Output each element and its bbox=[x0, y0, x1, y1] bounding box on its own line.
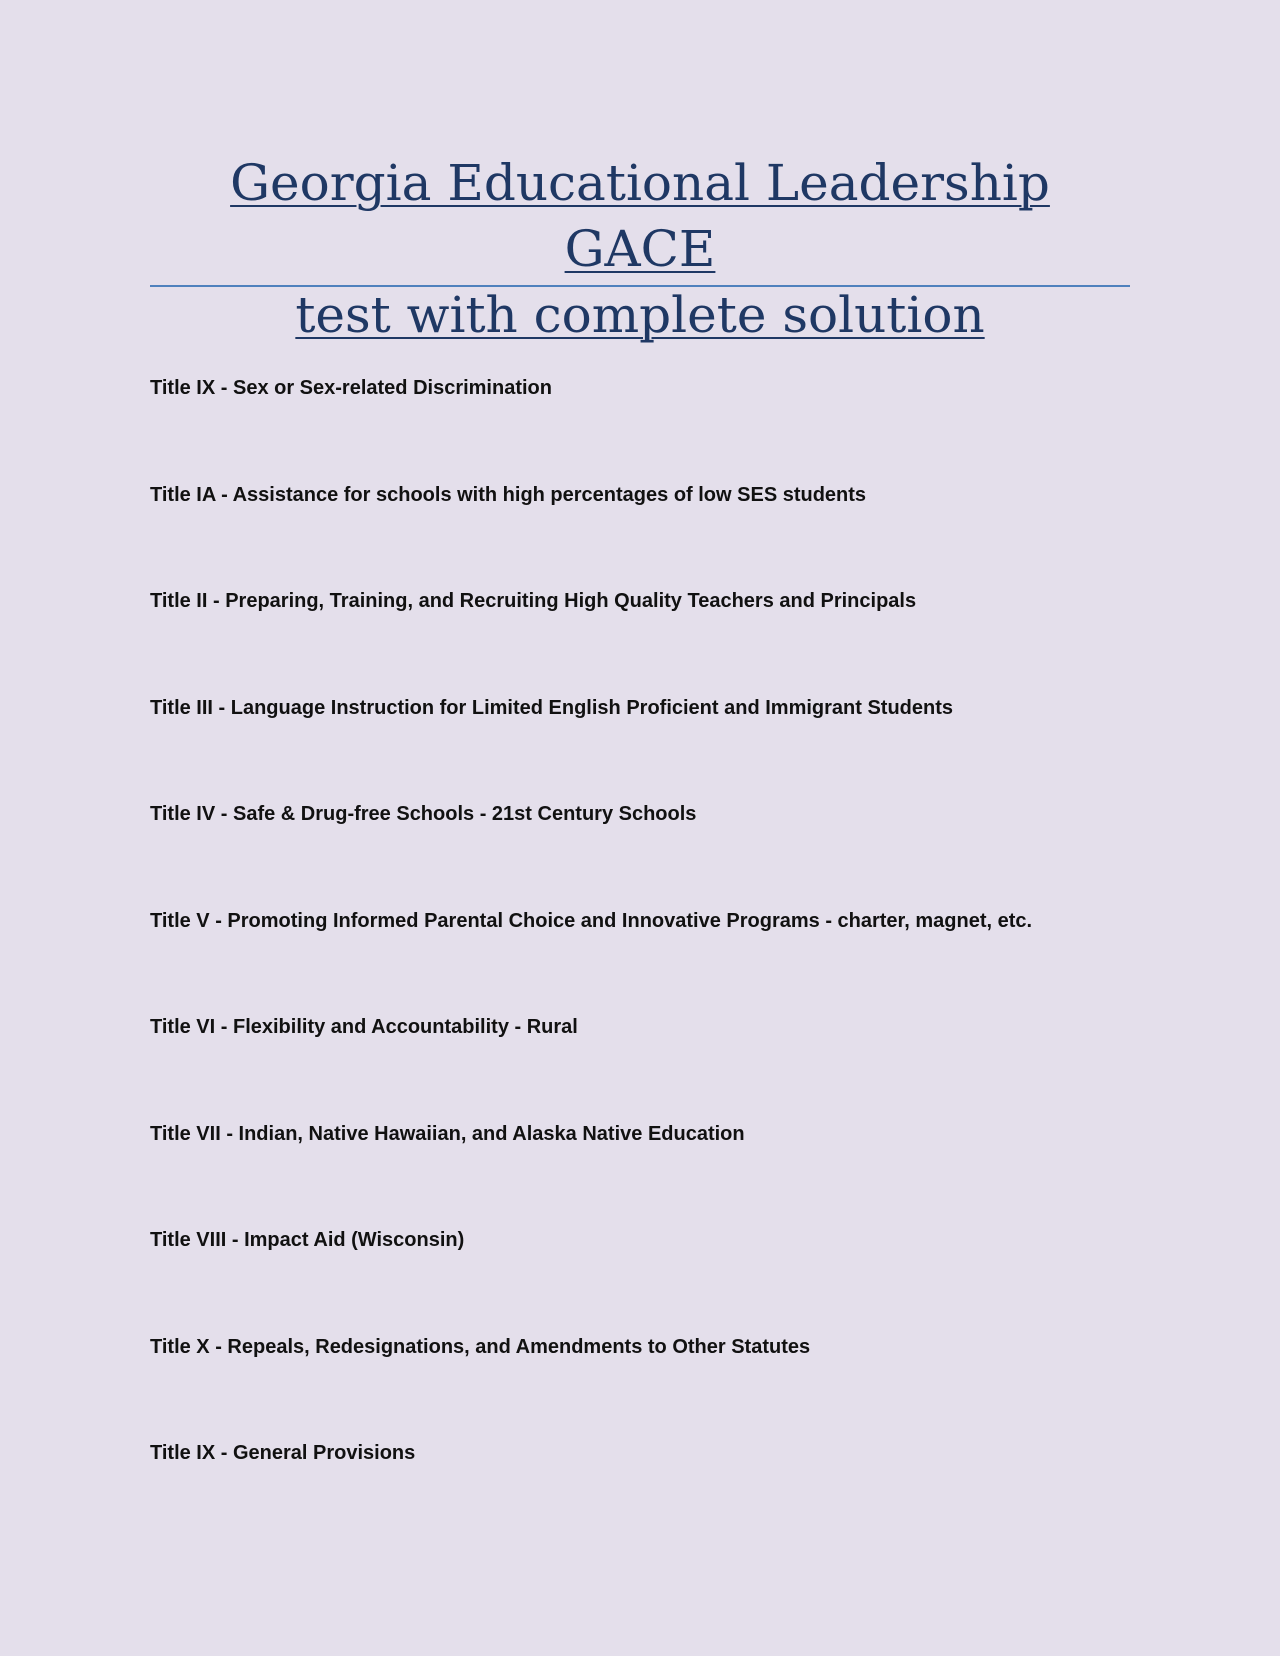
document-title-line-1: Georgia Educational Leadership GACE bbox=[230, 154, 1050, 278]
title-entry: Title IX - Sex or Sex-related Discrimination bbox=[150, 377, 552, 399]
title-divider bbox=[150, 285, 1130, 287]
title-entry: Title X - Repeals, Redesignations, and Amendments to Other Statutes bbox=[150, 1335, 811, 1358]
title-block bbox=[150, 150, 1130, 348]
title-list bbox=[150, 371, 1150, 1543]
title-entry: Title VIII - Impact Aid (Wisconsin) bbox=[150, 1229, 465, 1251]
title-entry: Title VII - Indian, Native Hawaiian, and Alaska Native Education bbox=[150, 1122, 745, 1145]
title-entry: Title IA - Assistance for schools with high percentages of low SES students bbox=[150, 483, 867, 506]
document-title-line-2: test with complete solution bbox=[295, 286, 985, 344]
title-entry: Title V - Promoting Informed Parental Choice and Innovative Programs - charter, magnet, etc. bbox=[150, 909, 1033, 932]
title-entry: Title VI - Flexibility and Accountability - Rural bbox=[150, 1016, 578, 1038]
document-title bbox=[150, 150, 1130, 348]
title-entry: Title III - Language Instruction for Limited English Proficient and Immigrant Students bbox=[150, 696, 954, 719]
title-entry: Title II - Preparing, Training, and Recruiting High Quality Teachers and Principals bbox=[150, 590, 917, 612]
title-entry: Title IV - Safe & Drug-free Schools - 21st Century Schools bbox=[150, 803, 697, 825]
title-entry: Title IX - General Provisions bbox=[150, 1442, 416, 1464]
